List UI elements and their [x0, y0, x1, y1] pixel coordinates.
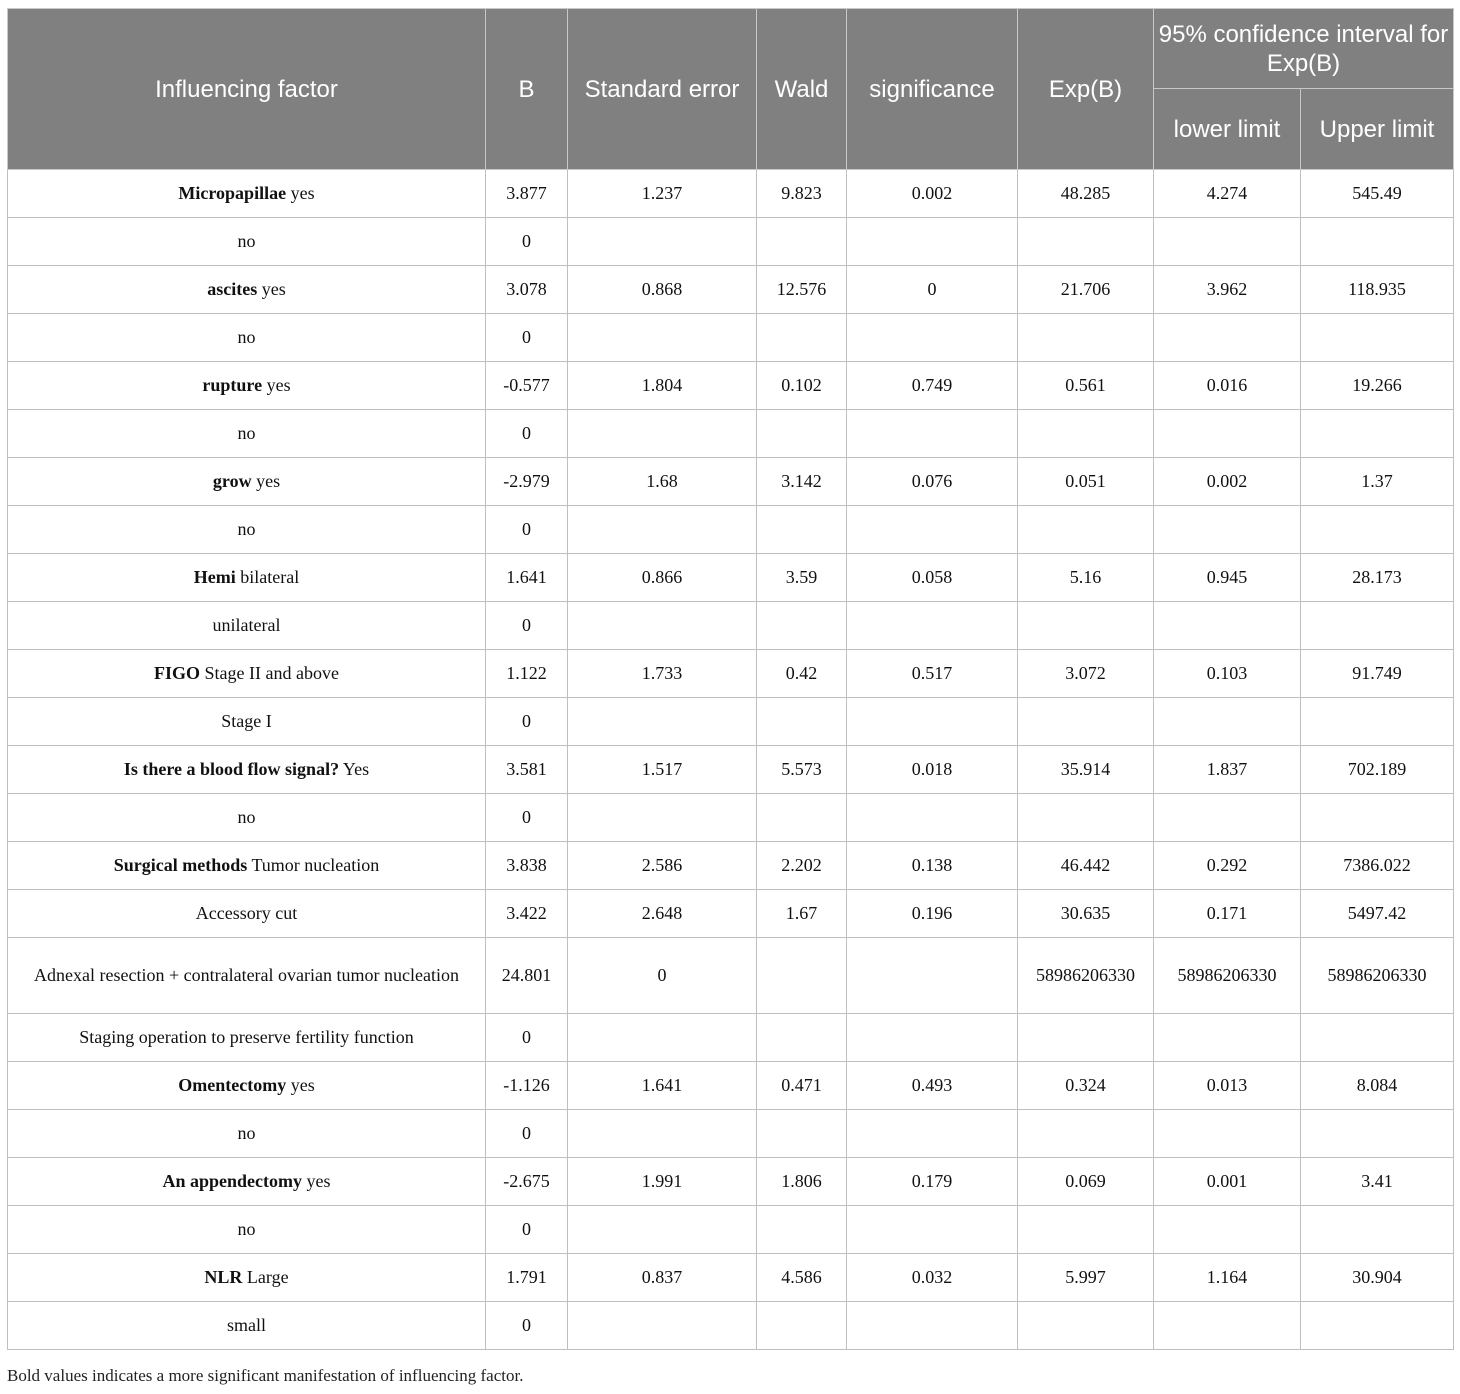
cell-se — [568, 698, 757, 746]
cell-sig — [847, 794, 1018, 842]
cell-wald — [757, 938, 847, 1014]
cell-expb: 35.914 — [1018, 746, 1154, 794]
cell-sig — [847, 698, 1018, 746]
table-row — [8, 554, 1454, 602]
cell-upper: 3.41 — [1301, 1158, 1454, 1206]
cell-wald: 1.806 — [757, 1158, 847, 1206]
factor-name: ascites — [207, 279, 258, 299]
cell-se — [568, 602, 757, 650]
factor-level: unilateral — [212, 615, 281, 635]
cell-wald: 12.576 — [757, 266, 847, 314]
cell-expb: 21.706 — [1018, 266, 1154, 314]
cell-wald — [757, 1206, 847, 1254]
cell-sig: 0.749 — [847, 362, 1018, 410]
cell-b: 0 — [486, 698, 568, 746]
cell-sig — [847, 1110, 1018, 1158]
cell-influencing-factor — [8, 1206, 486, 1254]
factor-level: Tumor nucleation — [251, 855, 380, 875]
table-row — [8, 794, 1454, 842]
factor-name: grow — [212, 471, 252, 491]
cell-lower: 0.103 — [1154, 650, 1301, 698]
cell-sig: 0 — [847, 266, 1018, 314]
cell-se: 1.237 — [568, 170, 757, 218]
cell-influencing-factor — [8, 650, 486, 698]
cell-b: 1.122 — [486, 650, 568, 698]
table-row — [8, 650, 1454, 698]
cell-lower: 0.013 — [1154, 1062, 1301, 1110]
cell-influencing-factor — [8, 746, 486, 794]
factor-level: small — [227, 1315, 266, 1335]
table-row — [8, 1254, 1454, 1302]
cell-upper: 1.37 — [1301, 458, 1454, 506]
cell-expb — [1018, 1014, 1154, 1062]
cell-b: 3.581 — [486, 746, 568, 794]
factor-level: Accessory cut — [195, 903, 298, 923]
header-exp-b: Exp(B) — [1018, 9, 1154, 170]
cell-wald: 4.586 — [757, 1254, 847, 1302]
cell-upper: 30.904 — [1301, 1254, 1454, 1302]
table-row — [8, 170, 1454, 218]
factor-level: bilateral — [240, 567, 300, 587]
cell-influencing-factor — [8, 218, 486, 266]
cell-wald — [757, 506, 847, 554]
cell-b: -2.675 — [486, 1158, 568, 1206]
cell-b: 0 — [486, 314, 568, 362]
table-row — [8, 842, 1454, 890]
cell-wald — [757, 602, 847, 650]
cell-se: 0.837 — [568, 1254, 757, 1302]
cell-wald — [757, 794, 847, 842]
table-row — [8, 458, 1454, 506]
cell-se — [568, 1110, 757, 1158]
factor-name: Omentectomy — [178, 1075, 287, 1095]
cell-wald: 5.573 — [757, 746, 847, 794]
table-row — [8, 362, 1454, 410]
cell-sig: 0.076 — [847, 458, 1018, 506]
cell-influencing-factor — [8, 1302, 486, 1350]
cell-upper: 91.749 — [1301, 650, 1454, 698]
table-header — [8, 9, 1454, 170]
cell-b: 0 — [486, 1110, 568, 1158]
cell-sig — [847, 1014, 1018, 1062]
cell-influencing-factor — [8, 458, 486, 506]
factor-name: Hemi — [193, 567, 236, 587]
cell-wald: 9.823 — [757, 170, 847, 218]
table-row — [8, 1110, 1454, 1158]
factor-level: no — [237, 231, 256, 251]
table-row — [8, 1158, 1454, 1206]
cell-upper — [1301, 698, 1454, 746]
cell-influencing-factor — [8, 1014, 486, 1062]
table-row — [8, 698, 1454, 746]
table-body — [8, 170, 1454, 1350]
cell-se: 0.868 — [568, 266, 757, 314]
cell-lower: 1.837 — [1154, 746, 1301, 794]
cell-influencing-factor — [8, 1110, 486, 1158]
header-significance: significance — [847, 9, 1018, 170]
cell-se — [568, 794, 757, 842]
cell-se — [568, 506, 757, 554]
factor-level: yes — [261, 279, 286, 299]
factor-name: Micropapillae — [178, 183, 287, 203]
cell-b: 1.641 — [486, 554, 568, 602]
cell-b: 3.422 — [486, 890, 568, 938]
cell-lower — [1154, 1302, 1301, 1350]
cell-sig: 0.179 — [847, 1158, 1018, 1206]
table-row — [8, 1302, 1454, 1350]
cell-influencing-factor — [8, 842, 486, 890]
cell-wald: 3.142 — [757, 458, 847, 506]
table-row — [8, 746, 1454, 794]
regression-table — [7, 8, 1454, 1350]
factor-name: An appendectomy — [162, 1171, 302, 1191]
cell-b: 0 — [486, 506, 568, 554]
cell-expb — [1018, 1110, 1154, 1158]
cell-lower — [1154, 218, 1301, 266]
cell-se — [568, 410, 757, 458]
cell-se: 1.641 — [568, 1062, 757, 1110]
cell-upper: 58986206330 — [1301, 938, 1454, 1014]
cell-influencing-factor — [8, 1062, 486, 1110]
cell-b: -1.126 — [486, 1062, 568, 1110]
cell-lower — [1154, 1110, 1301, 1158]
cell-lower — [1154, 506, 1301, 554]
factor-name: FIGO — [154, 663, 201, 683]
cell-lower — [1154, 602, 1301, 650]
factor-level: no — [237, 1219, 256, 1239]
table-row — [8, 938, 1454, 1014]
cell-expb: 46.442 — [1018, 842, 1154, 890]
cell-influencing-factor — [8, 1158, 486, 1206]
header-b: B — [486, 9, 568, 170]
cell-lower — [1154, 410, 1301, 458]
cell-wald: 2.202 — [757, 842, 847, 890]
cell-influencing-factor — [8, 506, 486, 554]
cell-upper — [1301, 794, 1454, 842]
table-row — [8, 506, 1454, 554]
cell-sig — [847, 1206, 1018, 1254]
cell-upper: 28.173 — [1301, 554, 1454, 602]
factor-level: yes — [290, 1075, 315, 1095]
cell-influencing-factor — [8, 794, 486, 842]
cell-lower — [1154, 1206, 1301, 1254]
cell-wald — [757, 698, 847, 746]
cell-se: 2.586 — [568, 842, 757, 890]
cell-se — [568, 1302, 757, 1350]
cell-sig: 0.058 — [847, 554, 1018, 602]
cell-lower: 0.002 — [1154, 458, 1301, 506]
cell-expb — [1018, 602, 1154, 650]
factor-level: Staging operation to preserve fertility function — [79, 1027, 414, 1047]
table-footnote: Bold values indicates a more significant manifestation of influencing factor. — [7, 1366, 524, 1385]
cell-influencing-factor — [8, 698, 486, 746]
cell-sig: 0.517 — [847, 650, 1018, 698]
cell-influencing-factor — [8, 170, 486, 218]
cell-expb: 48.285 — [1018, 170, 1154, 218]
cell-se — [568, 218, 757, 266]
factor-level: yes — [256, 471, 281, 491]
cell-b: 3.838 — [486, 842, 568, 890]
cell-upper — [1301, 506, 1454, 554]
header-standard-error: Standard error — [568, 9, 757, 170]
factor-level: yes — [306, 1171, 331, 1191]
cell-wald — [757, 1302, 847, 1350]
cell-expb — [1018, 794, 1154, 842]
factor-level: no — [237, 423, 256, 443]
cell-b: 3.078 — [486, 266, 568, 314]
cell-sig: 0.002 — [847, 170, 1018, 218]
cell-wald: 1.67 — [757, 890, 847, 938]
factor-level: Adnexal resection + contralateral ovarian tumor nucleation — [34, 965, 459, 985]
factor-level: no — [237, 807, 256, 827]
cell-sig: 0.196 — [847, 890, 1018, 938]
cell-sig — [847, 1302, 1018, 1350]
cell-se — [568, 314, 757, 362]
cell-expb: 30.635 — [1018, 890, 1154, 938]
cell-expb: 58986206330 — [1018, 938, 1154, 1014]
cell-lower: 0.001 — [1154, 1158, 1301, 1206]
cell-wald — [757, 218, 847, 266]
table-row — [8, 266, 1454, 314]
table-row — [8, 1014, 1454, 1062]
table-row — [8, 1206, 1454, 1254]
factor-level: no — [237, 327, 256, 347]
header-upper-limit: Upper limit — [1301, 89, 1454, 170]
cell-wald: 0.471 — [757, 1062, 847, 1110]
cell-se: 1.804 — [568, 362, 757, 410]
cell-lower — [1154, 794, 1301, 842]
cell-b: 0 — [486, 794, 568, 842]
cell-b: 0 — [486, 1206, 568, 1254]
factor-name: rupture — [202, 375, 263, 395]
cell-lower: 0.016 — [1154, 362, 1301, 410]
cell-upper — [1301, 1014, 1454, 1062]
cell-expb — [1018, 1302, 1154, 1350]
cell-se: 0 — [568, 938, 757, 1014]
cell-influencing-factor — [8, 362, 486, 410]
cell-expb: 0.051 — [1018, 458, 1154, 506]
cell-expb — [1018, 506, 1154, 554]
cell-wald — [757, 410, 847, 458]
cell-se: 2.648 — [568, 890, 757, 938]
table-row — [8, 1062, 1454, 1110]
cell-upper — [1301, 410, 1454, 458]
cell-lower — [1154, 698, 1301, 746]
cell-lower: 58986206330 — [1154, 938, 1301, 1014]
factor-level: Stage II and above — [204, 663, 339, 683]
cell-influencing-factor — [8, 938, 486, 1014]
cell-sig — [847, 602, 1018, 650]
header-lower-limit: lower limit — [1154, 89, 1301, 170]
cell-upper — [1301, 1110, 1454, 1158]
cell-upper: 702.189 — [1301, 746, 1454, 794]
table-row — [8, 410, 1454, 458]
cell-lower: 0.945 — [1154, 554, 1301, 602]
cell-influencing-factor — [8, 410, 486, 458]
factor-name: Surgical methods — [113, 855, 248, 875]
cell-b: 0 — [486, 1302, 568, 1350]
cell-sig — [847, 506, 1018, 554]
cell-expb: 0.561 — [1018, 362, 1154, 410]
cell-lower: 0.171 — [1154, 890, 1301, 938]
table-row — [8, 890, 1454, 938]
cell-se — [568, 1014, 757, 1062]
factor-level: Large — [246, 1267, 289, 1287]
cell-expb — [1018, 218, 1154, 266]
cell-upper — [1301, 1302, 1454, 1350]
cell-b: 24.801 — [486, 938, 568, 1014]
cell-expb: 0.324 — [1018, 1062, 1154, 1110]
cell-upper: 118.935 — [1301, 266, 1454, 314]
cell-upper: 7386.022 — [1301, 842, 1454, 890]
header-confidence-interval: 95% confidence interval for Exp(B) — [1154, 9, 1454, 89]
cell-expb: 0.069 — [1018, 1158, 1154, 1206]
cell-b: 0 — [486, 1014, 568, 1062]
cell-lower: 0.292 — [1154, 842, 1301, 890]
cell-lower: 4.274 — [1154, 170, 1301, 218]
cell-lower: 3.962 — [1154, 266, 1301, 314]
factor-level: yes — [266, 375, 291, 395]
cell-b: 0 — [486, 602, 568, 650]
cell-lower — [1154, 314, 1301, 362]
cell-expb — [1018, 1206, 1154, 1254]
cell-se: 1.517 — [568, 746, 757, 794]
cell-sig: 0.138 — [847, 842, 1018, 890]
cell-wald: 0.102 — [757, 362, 847, 410]
cell-wald: 0.42 — [757, 650, 847, 698]
cell-lower — [1154, 1014, 1301, 1062]
cell-wald — [757, 1014, 847, 1062]
cell-expb: 3.072 — [1018, 650, 1154, 698]
cell-expb — [1018, 314, 1154, 362]
table-row — [8, 602, 1454, 650]
cell-influencing-factor — [8, 1254, 486, 1302]
cell-se: 0.866 — [568, 554, 757, 602]
cell-sig — [847, 410, 1018, 458]
cell-upper: 545.49 — [1301, 170, 1454, 218]
cell-influencing-factor — [8, 266, 486, 314]
regression-table-container — [7, 8, 1453, 1350]
factor-name: Is there a blood flow signal? — [123, 759, 340, 779]
cell-sig: 0.032 — [847, 1254, 1018, 1302]
factor-level: Yes — [342, 759, 370, 779]
cell-lower: 1.164 — [1154, 1254, 1301, 1302]
cell-upper — [1301, 1206, 1454, 1254]
cell-upper — [1301, 602, 1454, 650]
cell-expb: 5.16 — [1018, 554, 1154, 602]
cell-upper — [1301, 218, 1454, 266]
cell-upper — [1301, 314, 1454, 362]
cell-influencing-factor — [8, 890, 486, 938]
cell-expb — [1018, 698, 1154, 746]
table-row — [8, 314, 1454, 362]
cell-se: 1.991 — [568, 1158, 757, 1206]
cell-b: -0.577 — [486, 362, 568, 410]
cell-influencing-factor — [8, 554, 486, 602]
cell-influencing-factor — [8, 602, 486, 650]
cell-se — [568, 1206, 757, 1254]
cell-wald — [757, 314, 847, 362]
cell-sig: 0.493 — [847, 1062, 1018, 1110]
factor-level: no — [237, 1123, 256, 1143]
cell-upper: 5497.42 — [1301, 890, 1454, 938]
cell-b: 1.791 — [486, 1254, 568, 1302]
factor-name: NLR — [204, 1267, 243, 1287]
cell-wald: 3.59 — [757, 554, 847, 602]
cell-expb — [1018, 410, 1154, 458]
factor-level: yes — [290, 183, 315, 203]
factor-level: Stage I — [221, 711, 272, 731]
cell-upper: 8.084 — [1301, 1062, 1454, 1110]
cell-b: 0 — [486, 218, 568, 266]
header-wald: Wald — [757, 9, 847, 170]
header-influencing-factor: Influencing factor — [8, 9, 486, 170]
factor-level: no — [237, 519, 256, 539]
cell-b: 0 — [486, 410, 568, 458]
cell-sig — [847, 938, 1018, 1014]
cell-influencing-factor — [8, 314, 486, 362]
cell-se: 1.68 — [568, 458, 757, 506]
cell-sig: 0.018 — [847, 746, 1018, 794]
cell-upper: 19.266 — [1301, 362, 1454, 410]
cell-sig — [847, 314, 1018, 362]
cell-b: 3.877 — [486, 170, 568, 218]
cell-b: -2.979 — [486, 458, 568, 506]
cell-wald — [757, 1110, 847, 1158]
cell-expb: 5.997 — [1018, 1254, 1154, 1302]
cell-sig — [847, 218, 1018, 266]
table-row — [8, 218, 1454, 266]
cell-se: 1.733 — [568, 650, 757, 698]
